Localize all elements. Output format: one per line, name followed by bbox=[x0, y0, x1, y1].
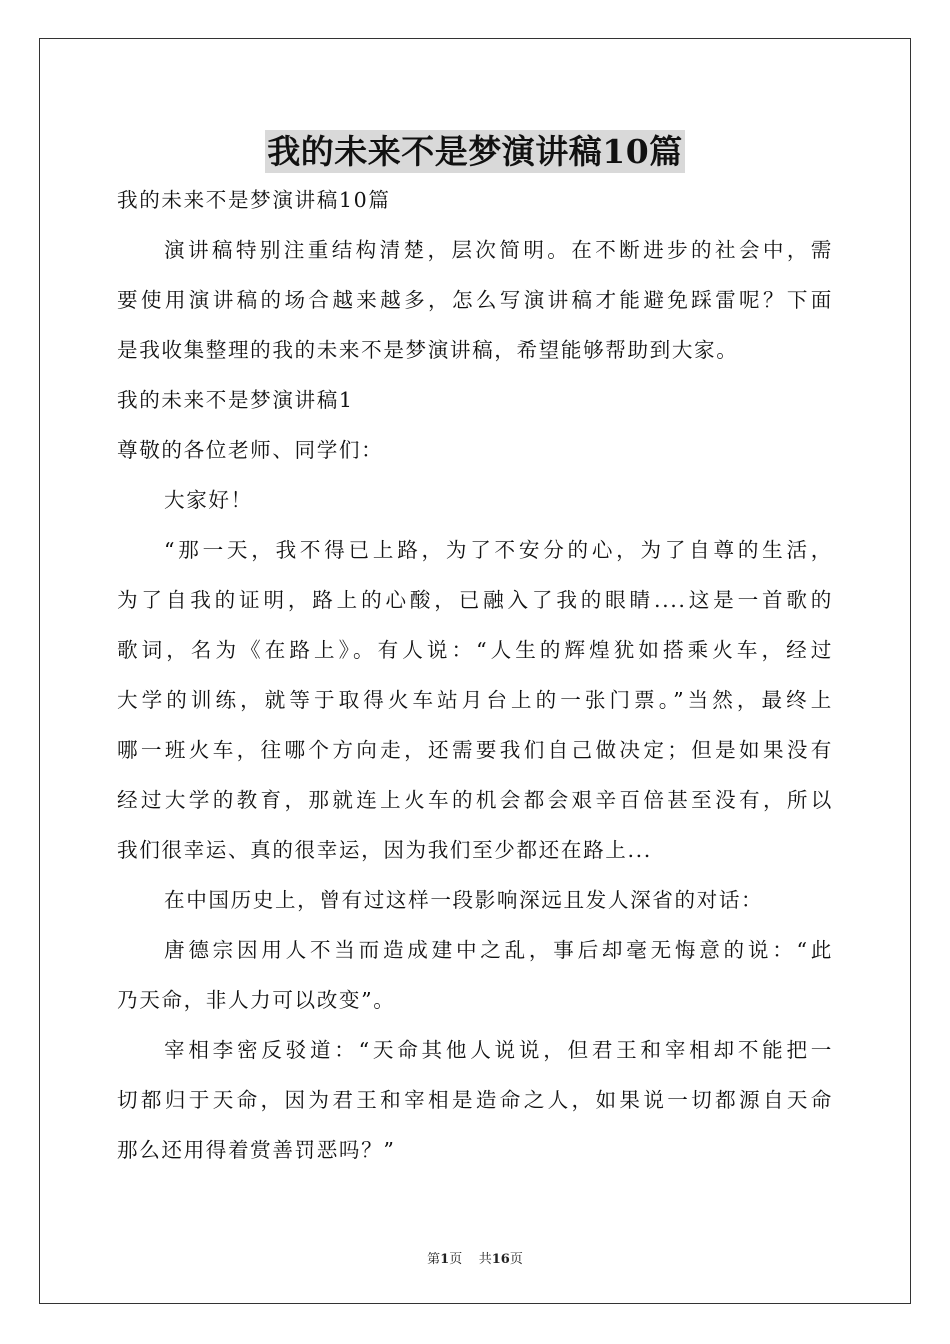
paragraph-line: 经过大学的教育，那就连上火车的机会都会艰辛百倍甚至没有，所以 bbox=[117, 788, 833, 812]
paragraph-line: 我们很幸运、真的很幸运，因为我们至少都还在路上... bbox=[117, 838, 652, 862]
page-suffix: 页 bbox=[449, 1252, 463, 1267]
paragraph-line: 大学的训练，就等于取得火车站月台上的一张门票。”当然，最终上 bbox=[117, 688, 833, 712]
paragraph-line: 宰相李密反驳道：“天命其他人说说，但君王和宰相却不能把一 bbox=[164, 1038, 833, 1062]
paragraph-line: 那么还用得着赏善罚恶吗？” bbox=[117, 1138, 396, 1162]
document-title: 我的未来不是梦演讲稿10篇 bbox=[267, 132, 683, 171]
paragraph-line: 乃天命，非人力可以改变”。 bbox=[117, 988, 396, 1012]
total-prefix: 共 bbox=[478, 1252, 492, 1267]
paragraph-line: 唐德宗因用人不当而造成建中之乱，事后却毫无悔意的说：“此 bbox=[164, 938, 833, 962]
total-suffix: 页 bbox=[509, 1252, 523, 1267]
page-footer bbox=[0, 1248, 950, 1267]
paragraph-line: 歌词，名为《在路上》。有人说：“人生的辉煌犹如搭乘火车，经过 bbox=[117, 638, 833, 662]
page-border bbox=[39, 38, 911, 1304]
page-prefix: 第 bbox=[427, 1252, 441, 1267]
total-pages: 16 bbox=[491, 1252, 510, 1267]
paragraph-line: “那一天，我不得已上路，为了不安分的心，为了自尊的生活， bbox=[164, 538, 833, 562]
paragraph-line: 哪一班火车，往哪个方向走，还需要我们自己做决定；但是如果没有 bbox=[117, 738, 833, 762]
salutation-line: 尊敬的各位老师、同学们： bbox=[117, 438, 384, 462]
subtitle-line: 我的未来不是梦演讲稿10篇 bbox=[117, 188, 391, 212]
paragraph-line: 要使用演讲稿的场合越来越多，怎么写演讲稿才能避免踩雷呢？下面 bbox=[117, 288, 833, 312]
section-heading: 我的未来不是梦演讲稿1 bbox=[117, 388, 354, 412]
greeting-line: 大家好！ bbox=[164, 488, 253, 512]
page-number: 1 bbox=[440, 1252, 450, 1267]
paragraph-line: 为了自我的证明，路上的心酸，已融入了我的眼睛....这是一首歌的 bbox=[117, 588, 833, 612]
document-title-wrap bbox=[0, 126, 950, 173]
paragraph-line: 演讲稿特别注重结构清楚，层次简明。在不断进步的社会中，需 bbox=[164, 238, 833, 262]
paragraph-line: 在中国历史上，曾有过这样一段影响深远且发人深省的对话： bbox=[164, 888, 764, 912]
paragraph-line: 切都归于天命，因为君王和宰相是造命之人，如果说一切都源自天命 bbox=[117, 1088, 833, 1112]
paragraph-line: 是我收集整理的我的未来不是梦演讲稿，希望能够帮助到大家。 bbox=[117, 338, 739, 362]
